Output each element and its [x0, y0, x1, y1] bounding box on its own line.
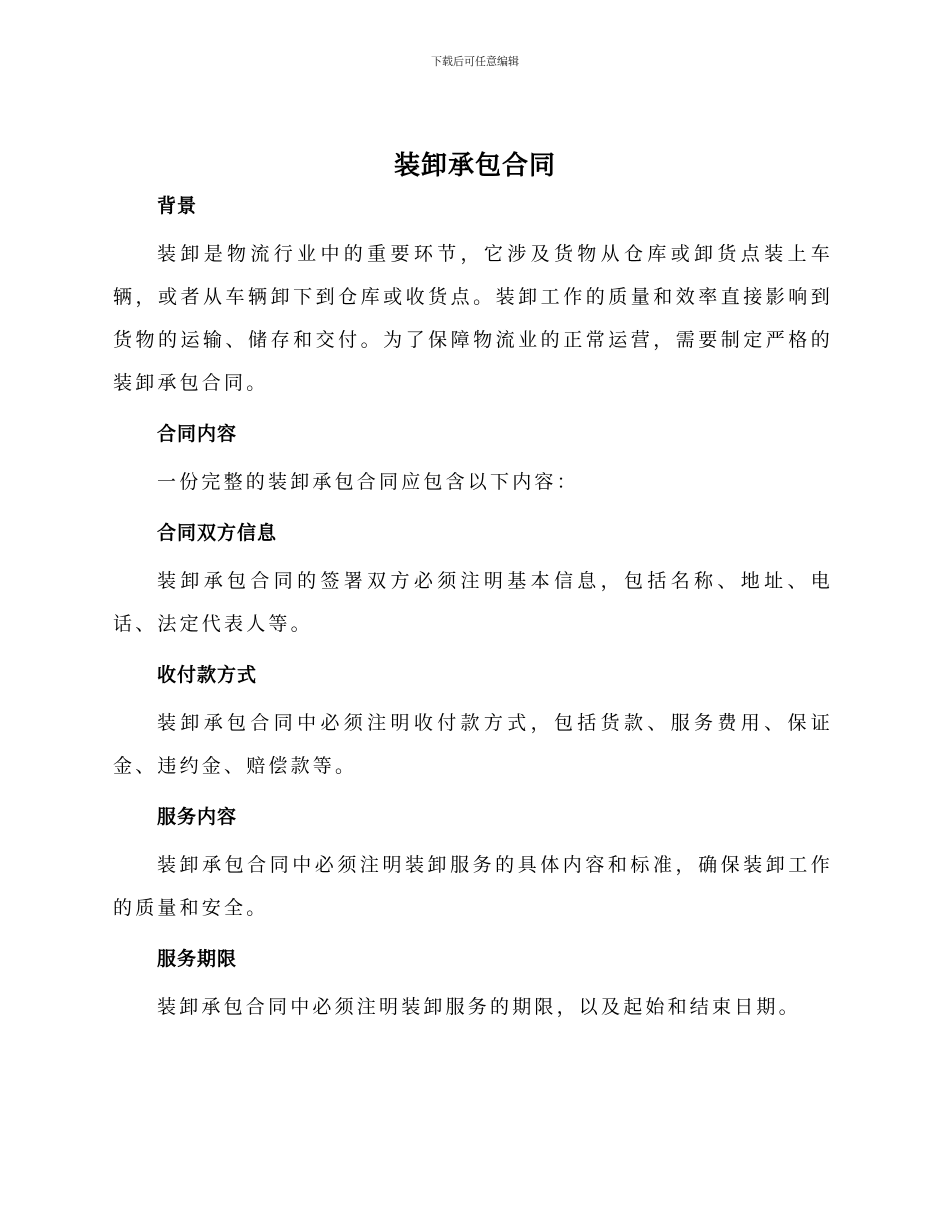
section-heading-parties-info: 合同双方信息 — [157, 522, 278, 544]
document-title: 装卸承包合同 — [393, 151, 556, 181]
section-heading-contract-content: 合同内容 — [157, 423, 238, 445]
section-paragraph-background: 装卸是物流行业中的重要环节，它涉及货物从仓库或卸货点装上车辆，或者从车辆卸下到仓库或收货点。装卸工作的质量和效率直接影响到货物的运输、储存和交付。为了保障物流业的正常运营，需要制定严格的装卸承包合同。 — [113, 243, 833, 394]
document-body — [113, 187, 833, 1029]
section-heading-payment-method: 收付款方式 — [157, 664, 258, 686]
section-heading-service-content: 服务内容 — [157, 806, 238, 828]
section-paragraph-contract-content: 一份完整的装卸承包合同应包含以下内容： — [157, 471, 579, 493]
section-paragraph-service-content: 装卸承包合同中必须注明装卸服务的具体内容和标准，确保装卸工作的质量和安全。 — [113, 854, 833, 919]
page-header-note: 下载后可任意编辑 — [431, 55, 519, 68]
section-heading-service-period: 服务期限 — [157, 948, 238, 970]
section-paragraph-payment-method: 装卸承包合同中必须注明收付款方式，包括货款、服务费用、保证金、违约金、赔偿款等。 — [113, 712, 833, 777]
section-heading-background: 背景 — [157, 195, 198, 217]
section-paragraph-parties-info: 装卸承包合同的签署双方必须注明基本信息，包括名称、地址、电话、法定代表人等。 — [113, 570, 833, 635]
section-paragraph-service-period: 装卸承包合同中必须注明装卸服务的期限，以及起始和结束日期。 — [157, 996, 801, 1018]
